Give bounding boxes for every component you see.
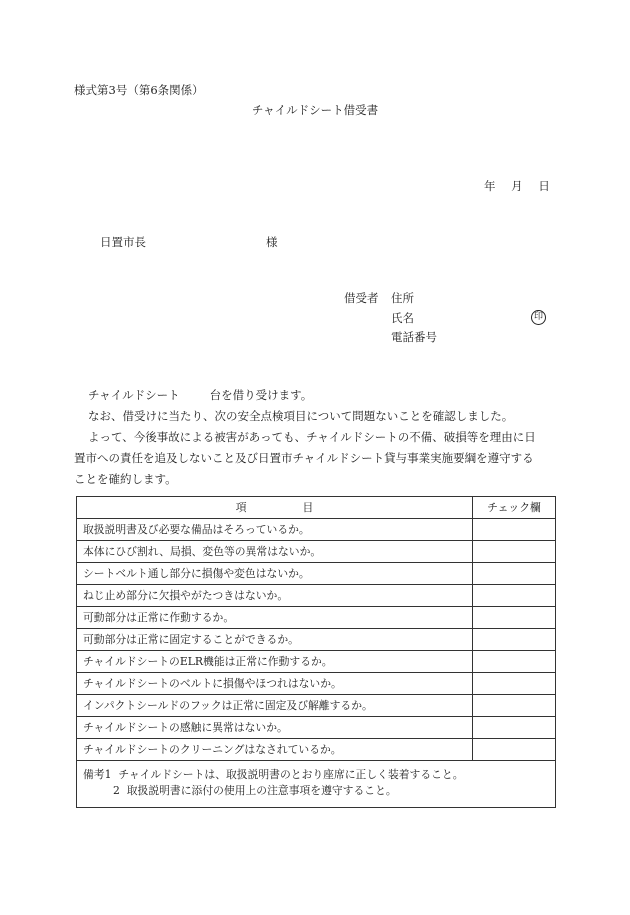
declaration-line-1a: チャイルドシート xyxy=(88,388,180,402)
table-row xyxy=(77,519,556,541)
check-cell[interactable] xyxy=(473,607,556,629)
check-item-text: チャイルドシートのベルトに損傷やほつれはないか。 xyxy=(77,673,473,695)
table-header-row xyxy=(77,497,556,519)
document-title: チャイルドシート借受書 xyxy=(251,103,379,117)
declaration-line-3: よって、今後事故による被害があっても、チャイルドシートの不備、破損等を理由に日 xyxy=(88,430,536,444)
item-column-header xyxy=(77,497,473,519)
date-year-label: 年 xyxy=(484,179,496,193)
check-cell[interactable] xyxy=(473,563,556,585)
check-item-text: 取扱説明書及び必要な備品はそろっているか。 xyxy=(77,519,473,541)
item-header-a: 項 xyxy=(235,501,247,514)
check-cell[interactable] xyxy=(473,673,556,695)
check-cell[interactable] xyxy=(473,739,556,761)
check-cell[interactable] xyxy=(473,629,556,651)
date-month-label: 月 xyxy=(511,179,523,193)
declaration-line-2: なお、借受けに当たり、次の安全点検項目について問題ないことを確認しました。 xyxy=(88,409,514,423)
borrower-label: 借受者 xyxy=(344,291,379,305)
remarks-box xyxy=(76,761,556,808)
check-cell[interactable] xyxy=(473,717,556,739)
remarks-label: 備考1 xyxy=(83,768,112,781)
check-cell[interactable] xyxy=(473,519,556,541)
remark-1 xyxy=(83,767,549,783)
check-cell[interactable] xyxy=(473,695,556,717)
declaration-line-5: ことを確約します。 xyxy=(74,472,177,486)
check-item-text: 本体にひび割れ、局損、変色等の異常はないか。 xyxy=(77,541,473,563)
table-row xyxy=(77,673,556,695)
phone-label: 電話番号 xyxy=(391,330,437,344)
check-item-text: チャイルドシートのELR機能は正常に作動するか。 xyxy=(77,651,473,673)
check-item-text: チャイルドシートの感触に異常はないか。 xyxy=(77,717,473,739)
table-row xyxy=(77,695,556,717)
remark-2-text: 取扱説明書に添付の使用上の注意事項を遵守すること。 xyxy=(126,784,397,797)
remark-1-text: チャイルドシートは、取扱説明書のとおり座席に正しく装着すること。 xyxy=(118,768,464,781)
check-item-text: 可動部分は正常に固定することができるか。 xyxy=(77,629,473,651)
address-label: 住所 xyxy=(391,291,414,305)
table-row xyxy=(77,607,556,629)
declaration-text xyxy=(74,385,558,490)
check-item-text: シートベルト通し部分に損傷や変色はないか。 xyxy=(77,563,473,585)
addressee-honorific: 様 xyxy=(266,235,278,249)
table-row xyxy=(77,629,556,651)
check-cell[interactable] xyxy=(473,651,556,673)
check-column-header: チェック欄 xyxy=(473,497,556,519)
table-row xyxy=(77,541,556,563)
remark-2-number: 2 xyxy=(113,784,120,797)
date-day-label: 日 xyxy=(538,179,550,193)
seal-icon: 印 xyxy=(531,310,546,325)
name-label: 氏名 xyxy=(391,311,414,325)
declaration-line-1b: 台を借り受けます。 xyxy=(209,388,313,402)
check-item-text: ねじ止め部分に欠損やがたつきはないか。 xyxy=(77,585,473,607)
declaration-line-4: 置市への責任を追及しないこと及び日置市チャイルドシート貸与事業実施要綱を遵守する xyxy=(74,451,534,465)
declaration-line-1 xyxy=(74,385,558,406)
table-row xyxy=(77,651,556,673)
item-header-b: 目 xyxy=(302,501,314,514)
safety-check-table xyxy=(76,496,556,761)
table-row xyxy=(77,739,556,761)
addressee-name: 日置市長 xyxy=(100,235,146,249)
remark-2 xyxy=(83,783,549,799)
form-number-label: 様式第3号（第6条関係） xyxy=(74,83,204,97)
check-item-text: インパクトシールドのフックは正常に固定及び解離するか。 xyxy=(77,695,473,717)
check-item-text: チャイルドシートのクリーニングはなされているか。 xyxy=(77,739,473,761)
check-cell[interactable] xyxy=(473,541,556,563)
table-row xyxy=(77,717,556,739)
table-row xyxy=(77,585,556,607)
check-item-text: 可動部分は正常に作動するか。 xyxy=(77,607,473,629)
table-row xyxy=(77,563,556,585)
date-line xyxy=(484,180,550,194)
check-cell[interactable] xyxy=(473,585,556,607)
